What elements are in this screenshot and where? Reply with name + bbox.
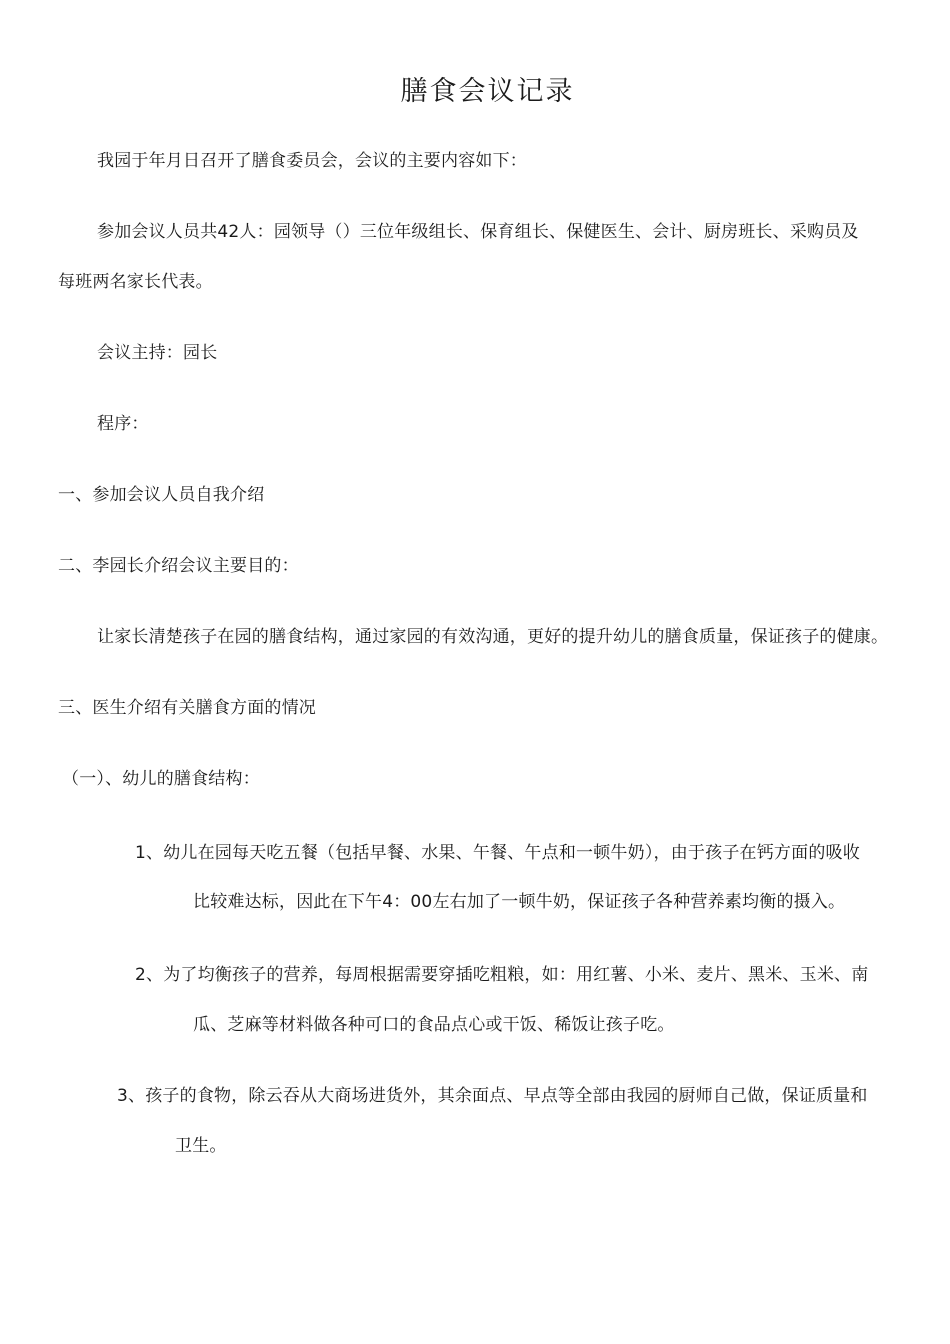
agenda-item-1: 一、参加会议人员自我介绍	[58, 485, 265, 505]
agenda-item-2-detail: 让家长清楚孩子在园的膳食结构，通过家园的有效沟通，更好的提升幼儿的膳食质量，保证孩子的健康。	[97, 627, 889, 647]
meeting-host: 会议主持：园长	[97, 343, 218, 363]
attendees-line-2: 每班两名家长代表。	[58, 272, 213, 292]
point-1-line-2: 比较难达标，因此在下午4：00左右加了一顿牛奶，保证孩子各种营养素均衡的摄入。	[193, 892, 846, 912]
subsection-heading-1: （一）、幼儿的膳食结构：	[62, 769, 260, 789]
procedure-label: 程序：	[97, 414, 149, 434]
agenda-item-2: 二、李园长介绍会议主要目的：	[58, 556, 299, 576]
point-2-line-2: 瓜、芝麻等材料做各种可口的食品点心或干饭、稀饭让孩子吃。	[193, 1015, 675, 1035]
point-3-line-2: 卫生。	[175, 1136, 227, 1156]
document-title: 膳食会议记录	[400, 76, 575, 107]
attendees-line-1: 参加会议人员共42人：园领导（）三位年级组长、保育组长、保健医生、会计、厨房班长、采购员及	[97, 222, 859, 242]
point-2-line-1: 2、为了均衡孩子的营养，每周根据需要穿插吃粗粮，如：用红薯、小米、麦片、黑米、玉米、南	[135, 965, 869, 985]
agenda-item-3: 三、医生介绍有关膳食方面的情况	[58, 698, 316, 718]
point-1-line-1: 1、幼儿在园每天吃五餐（包括早餐、水果、午餐、午点和一顿牛奶），由于孩子在钙方面的吸收	[135, 843, 860, 863]
intro-paragraph: 我园于年月日召开了膳食委员会，会议的主要内容如下：	[97, 151, 527, 171]
point-3-line-1: 3、孩子的食物，除云吞从大商场进货外，其余面点、早点等全部由我园的厨师自己做，保证质量和	[117, 1086, 868, 1106]
